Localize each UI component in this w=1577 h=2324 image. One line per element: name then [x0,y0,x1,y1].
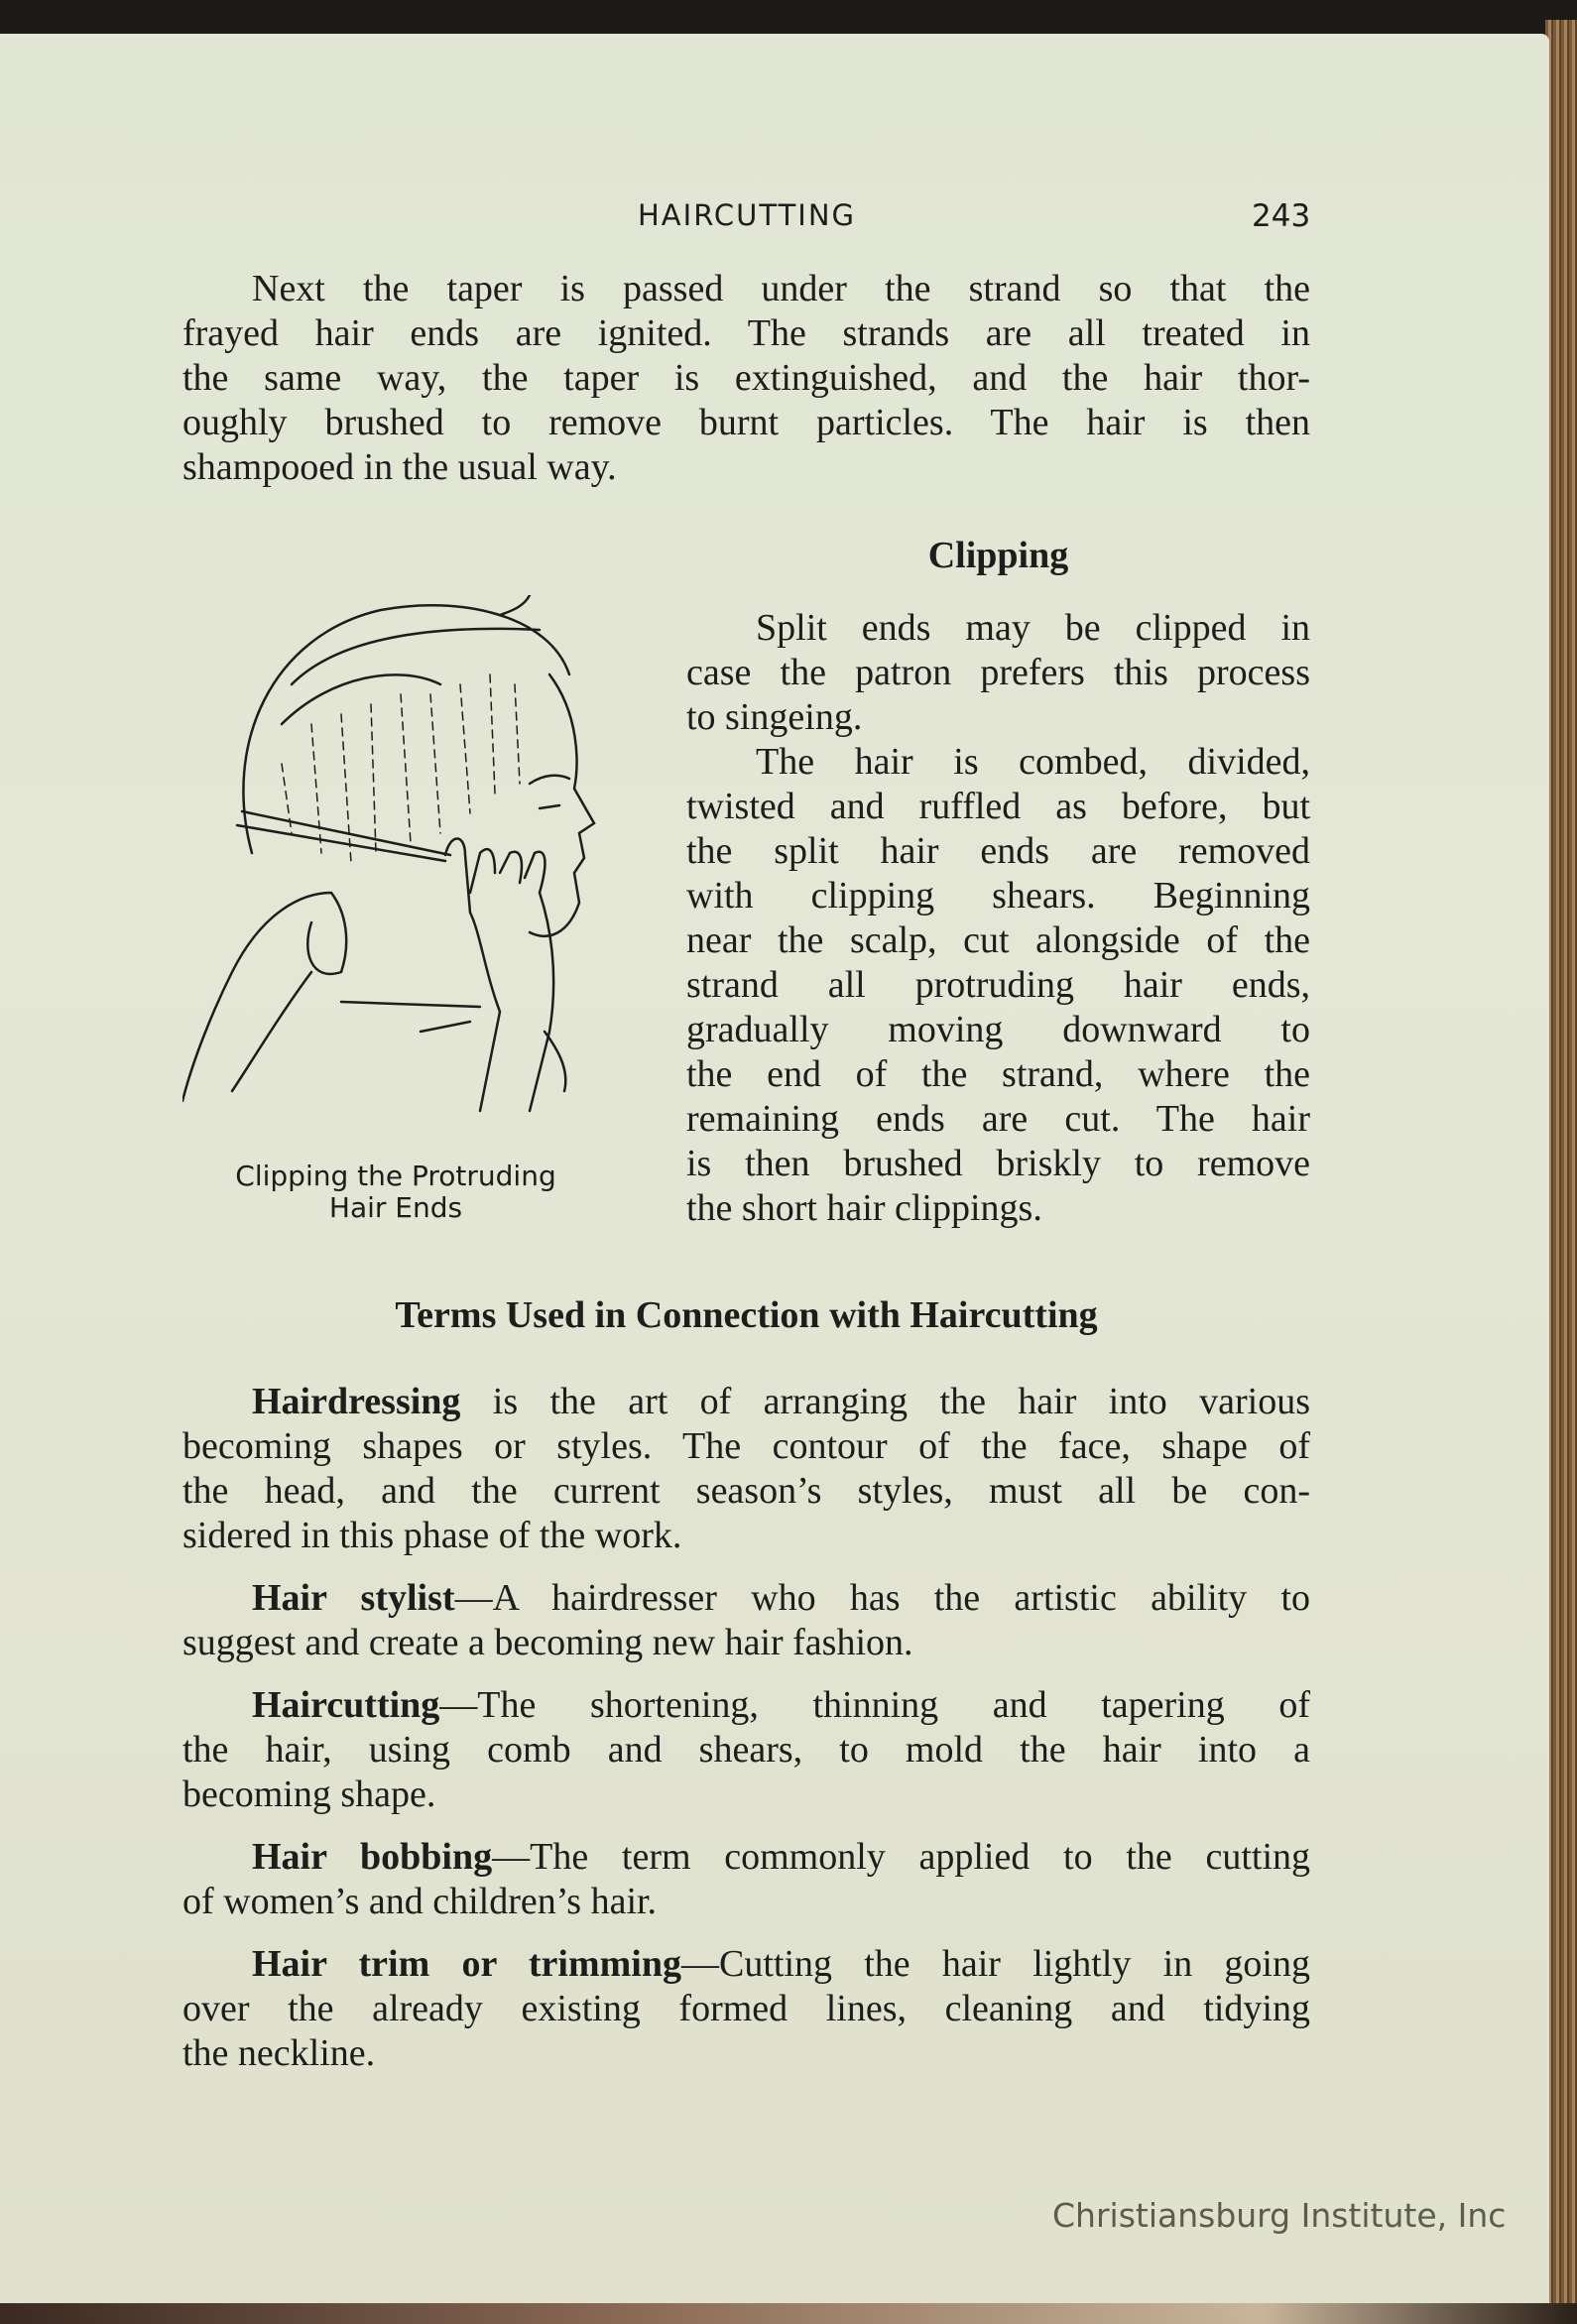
text-line: twisted and ruffled as before, but [686,786,1310,827]
text-line: oughly brushed to remove burnt particles. The hair is then [182,402,1310,443]
definition-text: —A hairdresser who has the artistic ability to [454,1577,1311,1619]
term-name: Hair stylist [252,1577,455,1619]
text-line: the same way, the taper is extinguished, and the hair thor- [182,357,1310,399]
text-line: sidered in this phase of the work. [182,1515,682,1556]
running-title: HAIRCUTTING [638,198,857,232]
page-number: 243 [1252,198,1311,234]
definition-first-line [182,1942,1310,1987]
terms-list [182,1380,1310,2094]
text-line: the split hair ends are removed [686,830,1310,872]
definition-text: —The term commonly applied to the cutting [492,1836,1311,1878]
definition-text: is the art of arranging the hair into various [460,1381,1310,1422]
text-line: frayed hair ends are ignited. The strands are all treated in [182,312,1310,354]
text-line: the head, and the current season’s styles, must all be con- [182,1470,1310,1512]
definition-first-line [182,1683,1310,1728]
caption-line-2: Hair Ends [328,1191,463,1224]
text-line: of women’s and children’s hair. [182,1881,658,1922]
text-line: remaining ends are cut. The hair [686,1098,1310,1140]
haircut-illustration [182,595,629,1131]
text-line: shampooed in the usual way. [182,446,617,488]
page-edge [1545,20,1577,2304]
text-line: the short hair clippings. [686,1187,1042,1229]
text-line: near the scalp, cut alongside of the [686,919,1310,961]
text-line: becoming shape. [182,1774,436,1815]
figure-caption [182,1161,609,1224]
text-line: the hair, using comb and shears, to mold the hair into a [182,1729,1310,1771]
clipping-heading: Clipping [927,535,1069,576]
definition-first-line [182,1576,1310,1621]
term-definition [182,1835,1310,1924]
text-line: becoming shapes or styles. The contour of the face, shape of [182,1425,1310,1467]
definition-text: —Cutting the hair lightly in going [680,1943,1310,1985]
term-name: Hair bobbing [252,1836,493,1878]
text-line: the neckline. [182,2032,376,2074]
terms-heading: Terms Used in Connection with Haircutting [395,1294,1098,1336]
term-name: Hair trim or trimming [252,1943,681,1985]
definition-first-line [182,1380,1310,1424]
term-name: Haircutting [252,1684,440,1726]
intro-paragraph [182,267,1310,490]
caption-line-1: Clipping the Protruding [235,1160,556,1192]
definition-text: —The shortening, thinning and tapering of [439,1684,1310,1726]
text-line: the end of the strand, where the [686,1053,1310,1095]
text-line: to singeing. [686,696,863,738]
watermark: Christiansburg Institute, Inc [1052,2196,1507,2235]
text-line: with clipping shears. Beginning [686,875,1310,917]
term-name: Hairdressing [252,1381,461,1422]
term-definition [182,1576,1310,1665]
text-line: gradually moving downward to [686,1009,1310,1050]
text-line: is then brushed briskly to remove [686,1143,1310,1184]
text-line: over the already existing formed lines, cleaning and tidying [182,1988,1310,2029]
bottom-edge [0,2303,1577,2324]
definition-first-line [182,1835,1310,1880]
text-line: Next the taper is passed under the strand so that the [252,268,1310,309]
term-definition [182,1380,1310,1558]
term-definition [182,1683,1310,1817]
text-line: Split ends may be clipped in [756,607,1310,649]
clipping-text [686,606,1310,1231]
text-line: case the patron prefers this process [686,652,1310,693]
term-definition [182,1942,1310,2076]
text-line: suggest and create a becoming new hair fashion. [182,1622,913,1663]
text-line: The hair is combed, divided, [756,741,1310,783]
text-line: strand all protruding hair ends, [686,964,1310,1006]
